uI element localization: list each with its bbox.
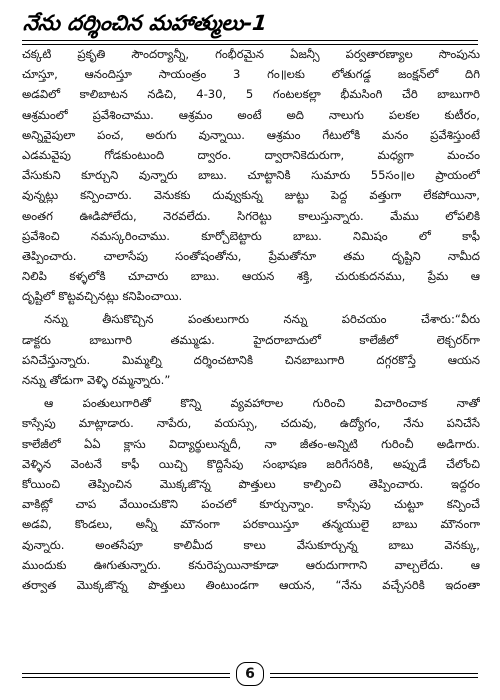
page-title: నేను దర్శించిన మహాత్ములు-1: [22, 11, 269, 35]
page-footer: [22, 662, 478, 686]
text-line: ఆశ్రమంలో ప్రవేశించాము. ఆశ్రమం అంటే అది నాలుగు పలకల కుటీరం,: [22, 107, 480, 122]
text-line: నన్ను తోడుగా వెళ్ళి రమ్మన్నారు.”: [22, 373, 171, 387]
text-line: కాలేజీలో ఏఏ క్లాసు విద్యార్థులున్నదీ, నా జీతం-అన్నిటి గురించీ అడిగారు.: [22, 436, 480, 451]
page-number: 6: [236, 662, 264, 686]
text-line: అంతగ ఊడిపోలేదు, నెరవలేదు. సిగరెట్టు కాలుస్తున్నారు. మేము లోపలికి: [22, 208, 480, 223]
text-line: డాక్టరు బాబుగారి తమ్ముడు. హైదరాబాదులో కాలేజీలో లెక్చరర్‌గా: [22, 332, 480, 347]
text-line: దృష్టిలో కొట్టవచ్చినట్లు కనిపించాయి.: [22, 289, 183, 304]
text-line: అన్నివైపులా పంచ, అరుగు వున్నాయి. ఆశ్రమం గేటులోకి మనం ప్రవేశిస్తుంటే: [22, 127, 480, 142]
text-line: తెప్పించారు. చాలాసేపు సంతోషంతోను, ప్రేమతోనూ తమ దృష్టిని నామీద: [22, 248, 480, 263]
text-line: వున్నారు. అంతసేపూ కాలిమీద కాలు వేసుకూర్చున్న బాబు వెనక్కు,: [22, 537, 480, 552]
text-line: వేసుకుని కూర్చుని వున్నారు బాబు. చూట్టానికి సుమారు 55సం॥ల ప్రాయంలో: [22, 168, 480, 183]
text-line: ఆ పంతులుగారితో కొన్ని వ్యవహారాల గురించి విచారించాక నాతో: [44, 396, 480, 411]
text-line: వెళ్ళిన వెంటనే కాఫీ యిచ్చి కొద్దిసేపు సంభాషణ జరిగేసరికి, అప్పుడే చేలోంచి: [22, 456, 480, 471]
header-rule-top: [22, 40, 478, 41]
text-line: అడవిలో కాలిబాటన నడిచి, 4-30, 5 గంటలకల్లా భీమసింగి చేరి బాబుగారి: [22, 87, 480, 102]
text-line: అడవి, కొండలు, అన్నీ మౌనంగా పరకాయిస్తూ తన్మయులై బాబు మౌనంగా: [22, 517, 480, 532]
text-line: చూస్తూ, ఆనందిస్తూ సాయంత్రం 3 గం॥లకు లోతుగడ్డ జంక్షన్‌లో దిగి: [22, 67, 480, 82]
body-text: [22, 44, 480, 595]
text-line: తర్వాత మొక్కజొన్న పొత్తులు తింటుండగా ఆయన, “నేను వచ్చేసరికి ఇదంతా: [22, 577, 480, 592]
text-line: నిలిపి కళ్ళలోకి చూచారు బాబు. ఆయన శక్తి, చురుకుదనము, ప్రేమ ఆ: [22, 269, 480, 284]
text-line: చక్కటి ప్రకృతి సౌందర్యాన్నీ, గంభీరమైన ఏజన్సీ పర్వతారణ్యాల సొంపును: [22, 47, 480, 61]
text-line: ముందుకు ఊగుతున్నారు. కనురెప్పయినాకూడా ఆరుదుగాగాని వాల్చలేదు. ఆ: [22, 557, 480, 572]
text-line: కాస్సేపు మాట్లాడారు. నాపేరు, వయస్సు, చదువు, ఉద్యోగం, నేను పనిచేసే: [22, 416, 480, 431]
page-number-box: [230, 662, 270, 686]
text-line: వున్నట్లు కన్పించారు. వెనుకకు దువ్వుకున్న జుట్టు పెద్ద వత్తుగా లేకపోయినా,: [22, 188, 480, 203]
text-line: ప్రవేశించి నమస్కరించాము. కూర్చోబెట్టారు బాబు. నిమిషం లో కాఫీ: [22, 228, 480, 243]
text-line: పనిచేస్తున్నారు. మిమ్మల్ని దర్శించటానికి చినబాబుగారి దగ్గరకొస్తే ఆయన: [22, 352, 480, 367]
text-line: వాకిట్లో చాప వేయించుకొని పంచలో కూర్చున్నాం. కాస్సేపు చుట్టూ కన్పించే: [22, 497, 480, 512]
text-line: కోయించి తెప్పించిన మొక్కజొన్న పొత్తులు కాల్పించి తెప్పించారు. ఇద్దరం: [22, 476, 480, 491]
text-line: నన్ను తీసుకొచ్చిన పంతులుగారు నన్ను పరిచయం చేశారు:“వీరు: [44, 312, 480, 327]
running-header: [22, 10, 478, 40]
text-line: ఎడమవైపు గోడకుంటుంది ద్వారం. ద్వారానికెదురుగా, మధ్యగా మంచం: [22, 147, 480, 162]
